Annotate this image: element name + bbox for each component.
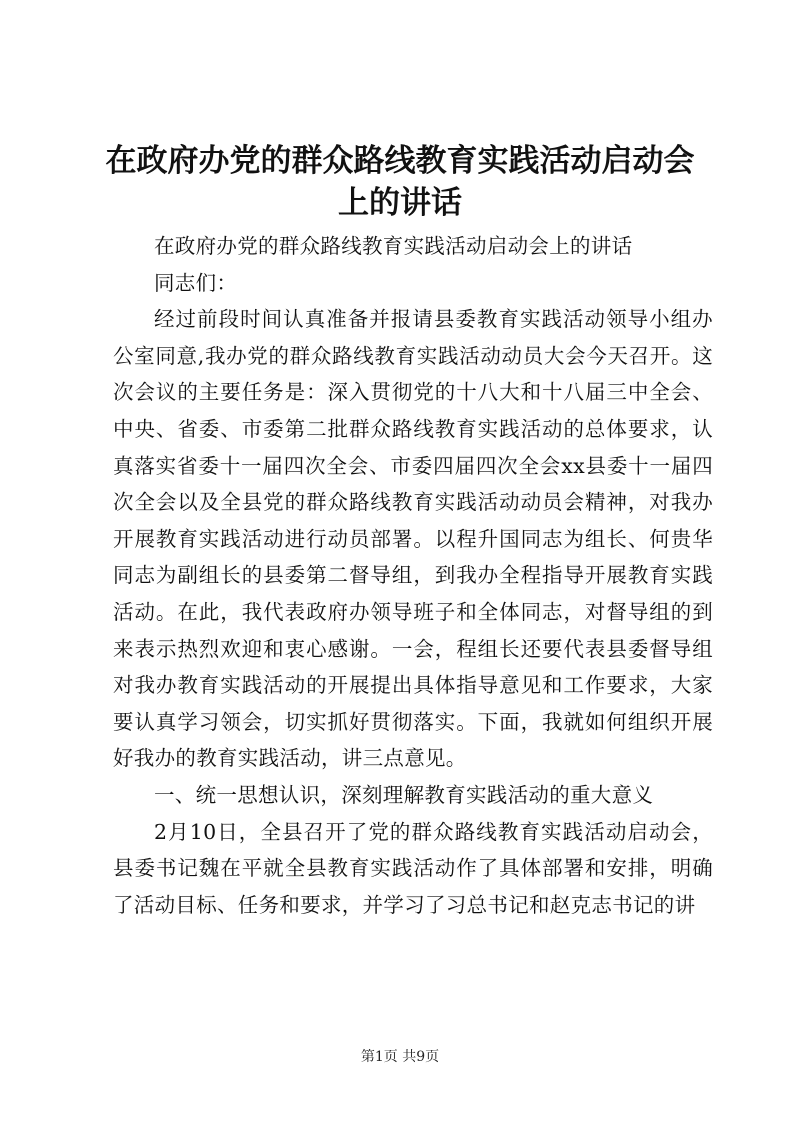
page-number-footer: 第1页 共9页 [360,1049,440,1065]
document-body [113,228,713,923]
body-paragraph: 2月10日，全县召开了党的群众路线教育实践活动启动会，县委书记魏在平就全县教育实践活动作了具体部署和安排，明确了活动目标、任务和要求，并学习了习总书记和赵克志书记的讲 [113,819,713,917]
document-title: 在政府办党的群众路线教育实践活动启动会上的讲话 [105,143,695,221]
section-heading: 一、统一思想认识，深刻理解教育实践活动的重大意义 [154,782,654,807]
subtitle-paragraph: 在政府办党的群众路线教育实践活动启动会上的讲话 [154,234,633,258]
body-paragraph: 经过前段时间认真准备并报请县委教育实践活动领导小组办公室同意,我办党的群众路线教育实践活动动员大会今天召开。这次会议的主要任务是：深入贯彻党的十八大和十八届三中全会、中央、省委、市委第二批群众路线教育实践活动的总体要求，认真落实省委十一届四次全会、市委四届四次全会xx县委十一届四次全会以及全县党的群众路线教育实践活动动员会精神，对我办开展教育实践活动进行动员部署。以程升国同志为组长、何贵华同志为副组长的县委第二督导组，到我办全程指导开展教育实践活动。在此，我代表政府办领导班子和全体同志，对督导组的到来表示热烈欢迎和衷心感谢。一会，程组长还要代表县委督导组对我办教育实践活动的开展提出具体指导意见和工作要求，大家要认真学习领会，切实抓好贯彻落实。下面，我就如何组织开展好我办的教育实践活动，讲三点意见。 [113,307,713,771]
salutation-paragraph: 同志们： [154,270,238,295]
